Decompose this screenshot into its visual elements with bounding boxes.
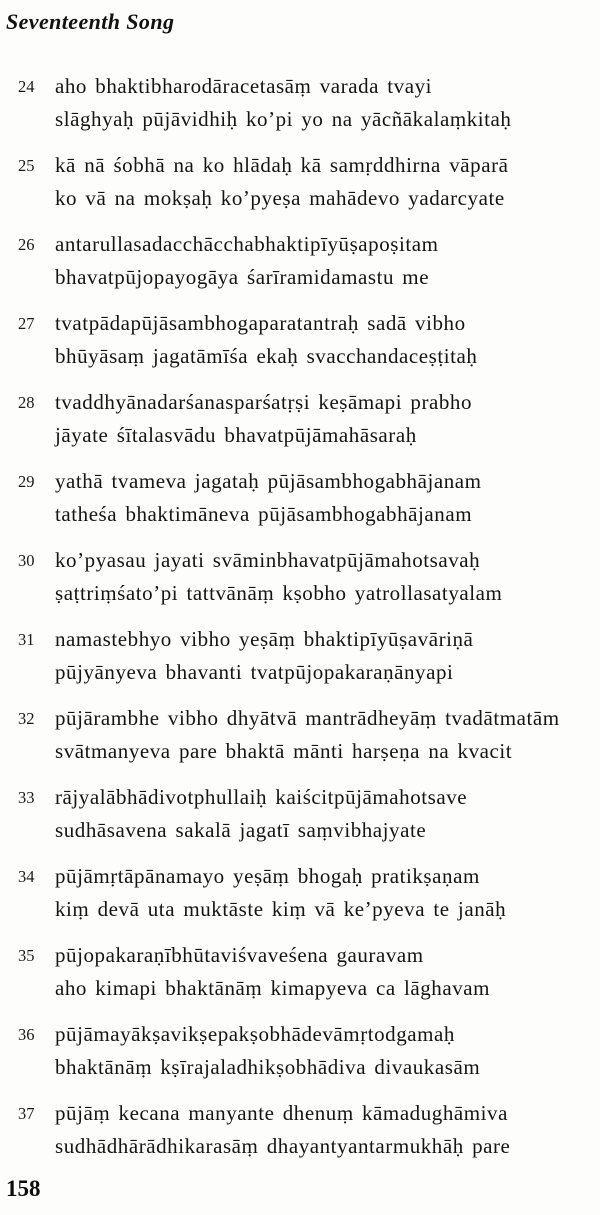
verse-block (6, 623, 600, 689)
verse-line-1: yathā tvameva jagataḥ pūjāsambhogabhājanam (55, 469, 482, 493)
verse-list (6, 70, 600, 1163)
verse-text (55, 1018, 480, 1084)
verse-text (55, 939, 490, 1005)
verse-text (55, 465, 482, 531)
verse-line-2: sudhādhārādhikarasāṃ dhayantyantarmukhāḥ pare (55, 1134, 511, 1158)
verse-number: 34 (18, 867, 35, 886)
verse-text (55, 149, 508, 215)
verse-line-2: svātmanyeva pare bhaktā mānti harṣeṇa na kvacit (55, 739, 513, 763)
verse-line-2: aho kimapi bhaktānāṃ kimapyeva ca lāghavam (55, 976, 491, 1000)
verse-text (55, 860, 506, 926)
page-number: 158 (6, 1176, 41, 1201)
verse-text (55, 781, 467, 847)
verse-number: 36 (18, 1025, 35, 1044)
verse-block (6, 307, 600, 373)
verse-block (6, 1018, 600, 1084)
verse-line-1: rājyalābhādivotphullaiḥ kaiścitpūjāmahotsave (55, 785, 468, 809)
verse-number: 32 (18, 709, 35, 728)
verse-text (55, 623, 473, 689)
verse-line-2: ko vā na mokṣaḥ ko’pyeṣa mahādevo yadarcyate (55, 186, 505, 210)
verse-line-1: pūjāmṛtāpānamayo yeṣāṃ bhogaḥ pratikṣaṇam (55, 864, 480, 888)
verse-number: 30 (18, 551, 35, 570)
verse-block (6, 70, 600, 136)
verse-line-2: bhavatpūjopayogāya śarīramidamastu me (55, 265, 430, 289)
verse-line-1: tvaddhyānadarśanasparśatṛṣi keṣāmapi prabho (55, 390, 473, 414)
verse-block (6, 386, 600, 452)
verse-block (6, 465, 600, 531)
verse-number: 35 (18, 946, 35, 965)
verse-number: 27 (18, 314, 35, 333)
verse-line-2: sudhāsavena sakalā jagatī saṃvibhajyate (55, 818, 427, 842)
verse-line-2: kiṃ devā uta muktāste kiṃ vā ke’pyeva te janāḥ (55, 897, 507, 921)
verse-line-2: bhūyāsaṃ jagatāmīśa ekaḥ svacchandaceṣṭitaḥ (55, 344, 478, 368)
verse-text (55, 228, 439, 294)
verse-text (55, 70, 511, 136)
verse-text (55, 544, 502, 610)
verse-line-1: aho bhaktibharodāracetasāṃ varada tvayi (55, 74, 433, 98)
verse-line-2: ṣaṭtriṃśato’pi tattvānāṃ kṣobho yatrollasatyalam (55, 581, 503, 605)
verse-line-1: kā nā śobhā na ko hlādaḥ kā samṛddhirna vāparā (55, 153, 509, 177)
page-title: Seventeenth Song (6, 9, 175, 34)
verse-line-1: pūjāmayākṣavikṣepakṣobhādevāmṛtodgamaḥ (55, 1022, 455, 1046)
verse-number: 28 (18, 393, 35, 412)
verse-block (6, 228, 600, 294)
verse-line-1: pūjāṃ kecana manyante dhenuṃ kāmadughāmiva (55, 1101, 508, 1125)
verse-block (6, 939, 600, 1005)
verse-number: 24 (18, 77, 35, 96)
verse-number: 37 (18, 1104, 35, 1123)
verse-block (6, 149, 600, 215)
verse-line-1: pūjopakaraṇībhūtaviśvaveśena gauravam (55, 943, 424, 967)
verse-line-2: tatheśa bhaktimāneva pūjāsambhogabhājanam (55, 502, 473, 526)
verse-text (55, 1097, 510, 1163)
verse-number: 31 (18, 630, 35, 649)
verse-text (55, 386, 472, 452)
verse-number: 29 (18, 472, 35, 491)
verse-number: 26 (18, 235, 35, 254)
verse-block (6, 702, 600, 768)
verse-block (6, 860, 600, 926)
verse-line-2: bhaktānāṃ kṣīrajaladhikṣobhādiva divaukasām (55, 1055, 481, 1079)
verse-number: 25 (18, 156, 35, 175)
verse-line-1: tvatpādapūjāsambhogaparatantraḥ sadā vibho (55, 311, 466, 335)
verse-line-2: slāghyaḥ pūjāvidhiḥ ko’pi yo na yācñākalaṃkitaḥ (55, 107, 512, 131)
verse-number: 33 (18, 788, 35, 807)
verse-line-1: antarullasadacchācchabhaktipīyūṣapoṣitam (55, 232, 439, 256)
verse-line-1: pūjārambhe vibho dhyātvā mantrādheyāṃ tvadātmatām (55, 706, 560, 730)
verse-line-1: namastebhyo vibho yeṣāṃ bhaktipīyūṣavāriṇā (55, 627, 474, 651)
verse-line-2: pūjyānyeva bhavanti tvatpūjopakaraṇānyapi (55, 660, 454, 684)
verse-line-2: jāyate śītalasvādu bhavatpūjāmahāsaraḥ (55, 423, 417, 447)
verse-block (6, 781, 600, 847)
verse-line-1: ko’pyasau jayati svāminbhavatpūjāmahotsavaḥ (55, 548, 481, 572)
verse-text (55, 307, 477, 373)
verse-block (6, 544, 600, 610)
verse-text (55, 702, 560, 768)
verse-block (6, 1097, 600, 1163)
